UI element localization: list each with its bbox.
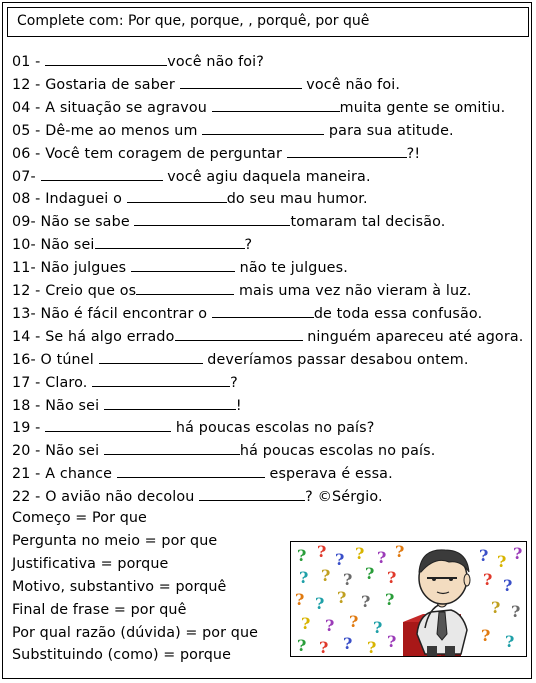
- question-mark-icon: ?: [299, 568, 309, 587]
- exercise-text: não te julgues.: [234, 260, 348, 277]
- question-mark-icon: ?: [373, 618, 383, 637]
- rule-line: Substituindo (como) = porque: [12, 647, 231, 664]
- question-mark-icon: ?: [377, 548, 387, 567]
- answer-blank[interactable]: [175, 326, 303, 341]
- answer-blank[interactable]: [199, 486, 305, 501]
- thinking-boy-illustration: [290, 541, 527, 657]
- question-mark-icon: ?: [321, 566, 331, 585]
- answer-blank[interactable]: [136, 280, 234, 295]
- exercise-text: 18 - Não sei: [12, 397, 104, 414]
- answer-blank[interactable]: [127, 188, 227, 203]
- exercise-text: 04 - A situação se agravou: [12, 99, 212, 116]
- exercise-text: 08 - Indaguei o: [12, 191, 127, 208]
- exercise-text: 09- Não se sabe: [12, 214, 135, 231]
- exercise-text: ninguém apareceu até agora.: [302, 328, 524, 345]
- exercise-text: você não foi.: [301, 76, 401, 93]
- exercise-line: [12, 74, 400, 94]
- question-mark-icon: ?: [337, 588, 347, 607]
- answer-blank[interactable]: [41, 166, 163, 181]
- question-mark-icon: ?: [479, 546, 489, 565]
- question-mark-icon: ?: [513, 544, 523, 563]
- answer-blank[interactable]: [287, 143, 407, 158]
- exercise-text: você agiu daquela maneira.: [162, 168, 371, 185]
- rule-line: Começo = Por que: [12, 510, 147, 526]
- worksheet-instructions: Complete com: Por que, porque, , porquê, por quê: [17, 13, 370, 29]
- question-mark-icon: ?: [343, 634, 353, 653]
- question-mark-icon: ?: [325, 616, 335, 635]
- exercise-line: [12, 326, 523, 346]
- exercise-text: !: [235, 397, 242, 414]
- question-mark-icon: ?: [367, 638, 377, 657]
- exercise-text: 11- Não julgues: [12, 260, 131, 277]
- rule-line: Final de frase = por quê: [12, 601, 187, 618]
- exercise-line: [12, 211, 445, 231]
- answer-blank[interactable]: [45, 417, 171, 432]
- exercise-line: [12, 417, 374, 437]
- exercise-text: 14 - Se há algo errado: [12, 328, 175, 345]
- exercise-text: 07-: [12, 168, 41, 185]
- question-mark-icon: ?: [343, 570, 353, 589]
- exercise-text: 05 - Dê-me ao menos um: [12, 122, 203, 139]
- question-mark-icon: ?: [387, 568, 397, 587]
- exercise-line: [12, 188, 368, 208]
- exercise-text: 22 - O avião não decolou: [12, 489, 200, 506]
- rule-line: Motivo, substantivo = porquê: [12, 578, 227, 595]
- exercise-text: há poucas escolas no país?: [171, 420, 375, 437]
- exercise-line: [12, 280, 472, 300]
- exercise-line: [12, 486, 383, 506]
- exercise-text: 17 - Claro.: [12, 374, 93, 391]
- exercise-line: [12, 372, 238, 392]
- question-mark-icon: ?: [361, 592, 371, 611]
- exercise-text: ?: [244, 237, 253, 254]
- question-mark-icon: ?: [481, 626, 491, 645]
- question-mark-icon: ?: [395, 542, 405, 561]
- answer-blank[interactable]: [104, 395, 236, 410]
- exercise-text: 21 - A chance: [12, 466, 117, 483]
- question-mark-icon: ?: [385, 590, 395, 609]
- exercise-line: [12, 257, 348, 277]
- exercise-text: 16- O túnel: [12, 351, 99, 368]
- question-mark-icon: ?: [503, 576, 513, 595]
- exercise-text: há poucas escolas no país.: [239, 443, 436, 460]
- answer-blank[interactable]: [202, 120, 324, 135]
- exercise-text: 19 -: [12, 420, 46, 437]
- rule-line: Pergunta no meio = por que: [12, 532, 218, 549]
- question-mark-icon: ?: [491, 598, 501, 617]
- question-mark-icon: ?: [349, 612, 359, 631]
- exercise-line: [12, 166, 371, 186]
- worksheet-header: [7, 7, 529, 37]
- question-mark-icon: ?: [497, 552, 507, 571]
- exercise-line: [12, 51, 264, 71]
- question-mark-icon: ?: [319, 638, 329, 657]
- exercise-line: [12, 143, 420, 163]
- rule-line: Justificativa = porque: [12, 555, 169, 572]
- answer-blank[interactable]: [95, 234, 245, 249]
- question-mark-icon: ?: [295, 590, 305, 609]
- exercise-line: [12, 234, 252, 254]
- exercise-text: de toda essa confusão.: [313, 305, 483, 322]
- exercise-line: [12, 463, 393, 483]
- question-mark-icon: ?: [301, 614, 311, 633]
- exercise-text: mais uma vez não vieram à luz.: [234, 283, 472, 299]
- answer-blank[interactable]: [117, 463, 265, 478]
- exercise-line: [12, 440, 435, 460]
- rule-line: Por qual razão (dúvida) = por que: [12, 624, 258, 641]
- answer-blank[interactable]: [92, 372, 230, 387]
- answer-blank[interactable]: [104, 440, 240, 455]
- exercise-text: esperava é essa.: [264, 466, 393, 483]
- exercise-text: do seu mau humor.: [226, 191, 368, 208]
- question-mark-icon: ?: [483, 570, 493, 589]
- question-mark-icon: ?: [297, 546, 307, 565]
- worksheet: [2, 2, 532, 679]
- answer-blank[interactable]: [180, 74, 302, 89]
- exercise-text: muita gente se omitiu.: [339, 99, 506, 116]
- exercise-text: 13- Não é fácil encontrar o: [12, 305, 212, 322]
- answer-blank[interactable]: [212, 97, 340, 112]
- question-mark-icon: ?: [505, 632, 515, 651]
- exercise-text: deveríamos passar desabou ontem.: [202, 351, 469, 368]
- exercise-text: 06 - Você tem coragem de perguntar: [12, 145, 287, 162]
- exercise-text: 01 -: [12, 54, 46, 70]
- question-mark-icon: ?: [365, 564, 375, 583]
- exercise-line: [12, 395, 242, 415]
- exercise-text: 20 - Não sei: [12, 443, 104, 460]
- question-mark-icon: ?: [387, 632, 397, 651]
- answer-blank[interactable]: [45, 51, 167, 66]
- question-mark-icon: ?: [355, 544, 365, 563]
- question-mark-icon: ?: [317, 542, 327, 561]
- exercise-line: [12, 120, 454, 140]
- exercise-text: para sua atitude.: [324, 122, 454, 139]
- exercise-text: ? ©Sérgio.: [305, 489, 383, 506]
- exercise-text: 10- Não sei: [12, 237, 95, 254]
- thinking-boy-icon: [291, 542, 527, 657]
- question-mark-icon: ?: [315, 594, 325, 613]
- question-mark-icon: ?: [335, 550, 345, 569]
- answer-blank[interactable]: [134, 211, 290, 226]
- exercise-line: [12, 303, 482, 323]
- question-mark-icon: ?: [297, 636, 307, 655]
- question-mark-icon: ?: [511, 602, 521, 621]
- exercise-line: [12, 97, 505, 117]
- exercise-text: 12 - Gostaria de saber: [12, 76, 180, 93]
- answer-blank[interactable]: [131, 257, 235, 272]
- exercise-text: você não foi?: [167, 54, 265, 70]
- exercise-line: [12, 349, 469, 369]
- exercise-text: ?: [230, 374, 238, 391]
- answer-blank[interactable]: [99, 349, 203, 364]
- answer-blank[interactable]: [212, 303, 314, 318]
- exercise-text: tomaram tal decisão.: [290, 214, 446, 231]
- exercise-text: ?!: [406, 145, 421, 162]
- exercise-text: 12 - Creio que os: [12, 283, 137, 299]
